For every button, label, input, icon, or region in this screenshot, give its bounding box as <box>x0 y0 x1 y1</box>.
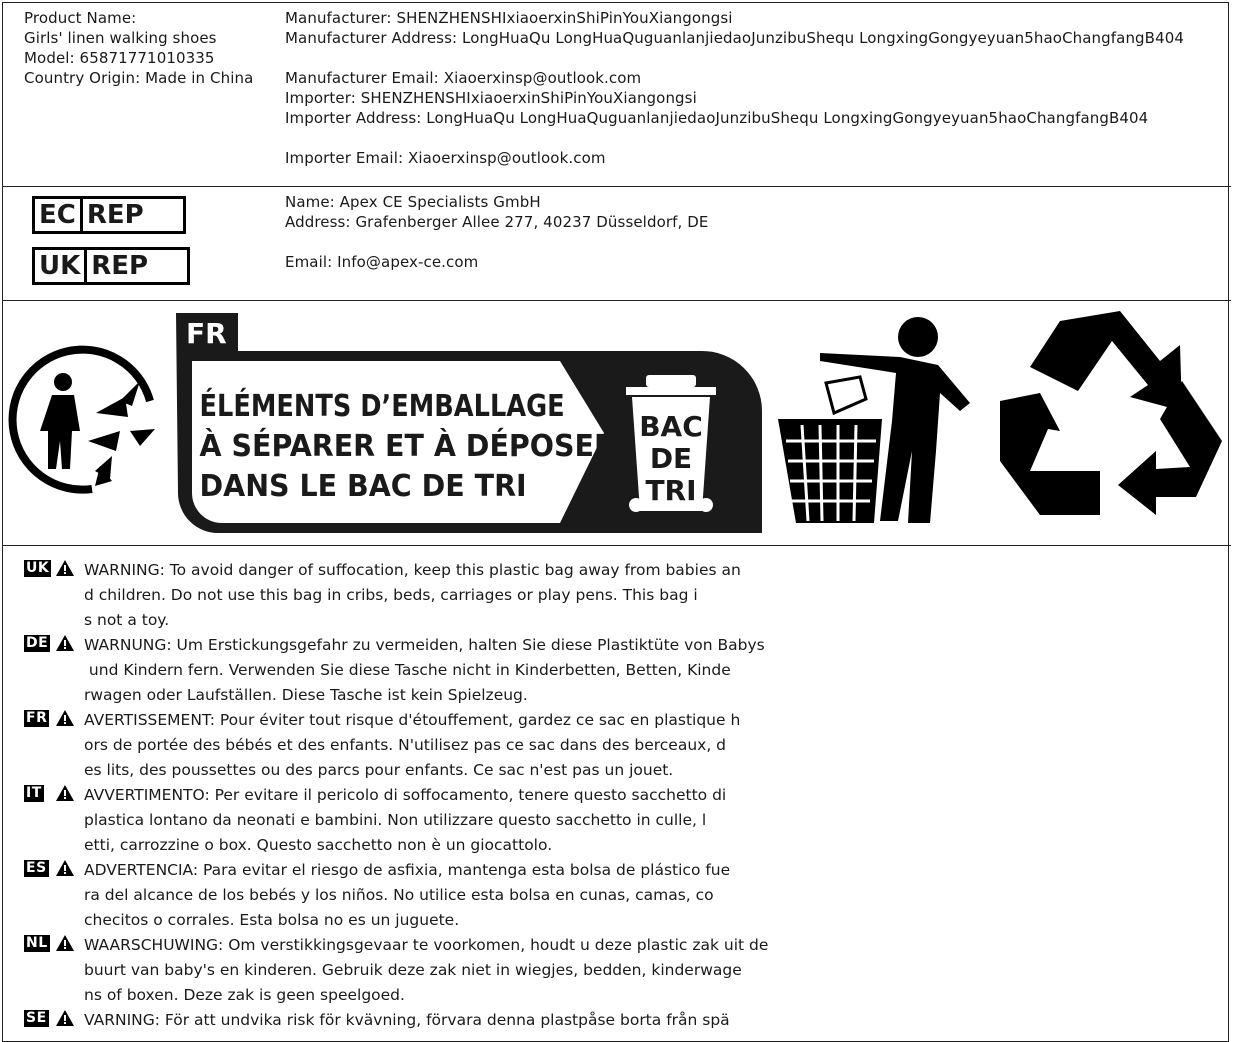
warning-text-line: s not a toy. <box>84 611 170 629</box>
bin-label-2: DE <box>649 442 693 475</box>
divider <box>2 545 1231 546</box>
importer-address: Importer Address: LongHuaQu LongHuaQuguanlanjiedaoJunzibuShequ LongxingGongyeyuan5haoChangfangB404 <box>285 109 1149 127</box>
warning-triangle-icon <box>55 933 75 953</box>
importer-email: Importer Email: Xiaoerxinsp@outlook.com <box>285 149 606 167</box>
country-code-badge: IT <box>26 785 42 801</box>
warning-text-line: ns of boxen. Deze zak is geen speelgoed. <box>84 986 405 1004</box>
manufacturer-email: Manufacturer Email: Xiaoerxinsp@outlook.com <box>285 69 642 87</box>
ec-label: EC <box>39 200 76 230</box>
uk-rep-badge <box>32 247 190 285</box>
warning-triangle-icon <box>55 558 75 578</box>
uk-label: UK <box>39 251 81 281</box>
product-name-label: Product Name: <box>24 9 137 27</box>
tidyman-icon <box>778 317 970 523</box>
triman-line-3: DANS LE BAC DE TRI <box>199 468 527 504</box>
warning-triangle-icon <box>55 708 75 728</box>
warning-triangle-icon <box>55 783 75 803</box>
country-code-badge: FR <box>26 710 48 726</box>
warning-text-line: checitos o corrales. Esta bolsa no es un juguete. <box>84 911 460 929</box>
recycle-icon <box>1000 311 1222 515</box>
triman-line-2: À SÉPARER ET À DÉPOSER <box>199 428 616 464</box>
warning-text-line: rwagen oder Laufställen. Diese Tasche ist kein Spielzeug. <box>84 686 528 704</box>
ec-rep-badge <box>32 196 186 234</box>
rep-email: Email: Info@apex-ce.com <box>285 253 479 271</box>
rep-label: REP <box>91 251 149 281</box>
warning-text-line: ra del alcance de los bebés y los niños. No utilice esta bolsa en cunas, camas, co <box>84 886 714 904</box>
warning-triangle-icon <box>55 1008 75 1028</box>
warning-text-line: AVERTISSEMENT: Pour éviter tout risque d'étouffement, gardez ce sac en plastique h <box>84 711 741 729</box>
warning-text-line: WAARSCHUWING: Om verstikkingsgevaar te voorkomen, houdt u deze plastic zak uit de <box>84 936 769 954</box>
warning-text-line: und Kindern fern. Verwenden Sie diese Tasche nicht in Kinderbetten, Betten, Kinde <box>84 661 731 679</box>
warning-text-line: ors de portée des bébés et des enfants. N'utilisez pas ce sac dans des berceaux, d <box>84 736 727 754</box>
warning-text-line: d children. Do not use this bag in cribs, beds, carriages or play pens. This bag i <box>84 586 698 604</box>
importer-name: Importer: SHENZHENSHIxiaoerxinShiPinYouXiangongsi <box>285 89 697 107</box>
product-name: Girls' linen walking shoes <box>24 29 217 47</box>
warning-text-line: es lits, des poussettes ou des parcs pour enfants. Ce sac n'est pas un jouet. <box>84 761 674 779</box>
warning-triangle-icon <box>55 633 75 653</box>
warning-text-line: VARNING: För att undvika risk för kvävning, förvara denna plastpåse borta från spä <box>84 1011 730 1029</box>
rep-name: Name: Apex CE Specialists GmbH <box>285 193 541 211</box>
warning-text-line: buurt van baby's en kinderen. Gebruik deze zak niet in wiegjes, bedden, kinderwage <box>84 961 742 979</box>
triman-country: FR <box>186 317 227 350</box>
bin-label-3: TRI <box>645 474 697 507</box>
warning-text-line: WARNUNG: Um Erstickungsgefahr zu vermeiden, halten Sie diese Plastiktüte von Babys <box>84 636 765 654</box>
warning-text-line: etti, carrozzine o box. Questo sacchetto non è un giocattolo. <box>84 836 553 854</box>
rep-address: Address: Grafenberger Allee 277, 40237 Düsseldorf, DE <box>285 213 709 231</box>
manufacturer-address: Manufacturer Address: LongHuaQu LongHuaQuguanlanjiedaoJunzibuShequ LongxingGongyeyuan5haoChangfangB404 <box>285 29 1185 47</box>
triman-line-1: ÉLÉMENTS D’EMBALLAGE <box>199 388 565 424</box>
warning-text-line: AVVERTIMENTO: Per evitare il pericolo di soffocamento, tenere questo sacchetto di <box>84 786 727 804</box>
product-model: Model: 65871771010335 <box>24 49 215 67</box>
recycling-symbols <box>0 301 1233 545</box>
rep-label: REP <box>86 200 144 230</box>
divider <box>2 186 1231 187</box>
country-origin: Country Origin: Made in China <box>24 69 254 87</box>
warning-text-line: ADVERTENCIA: Para evitar el riesgo de asfixia, mantenga esta bolsa de plástico fue <box>84 861 731 879</box>
country-code-badge: SE <box>26 1010 47 1026</box>
country-code-badge: ES <box>26 860 47 876</box>
bin-label-1: BAC <box>639 410 703 443</box>
warning-text-line: plastica lontano da neonati e bambini. Non utilizzare questo sacchetto in culle, l <box>84 811 707 829</box>
country-code-badge: UK <box>26 560 50 576</box>
warning-triangle-icon <box>55 858 75 878</box>
manufacturer-name: Manufacturer: SHENZHENSHIxiaoerxinShiPinYouXiangongsi <box>285 9 733 27</box>
country-code-badge: NL <box>26 935 48 951</box>
country-code-badge: DE <box>26 635 49 651</box>
warning-text-line: WARNING: To avoid danger of suffocation, keep this plastic bag away from babies an <box>84 561 741 579</box>
triman-icon <box>13 350 155 490</box>
